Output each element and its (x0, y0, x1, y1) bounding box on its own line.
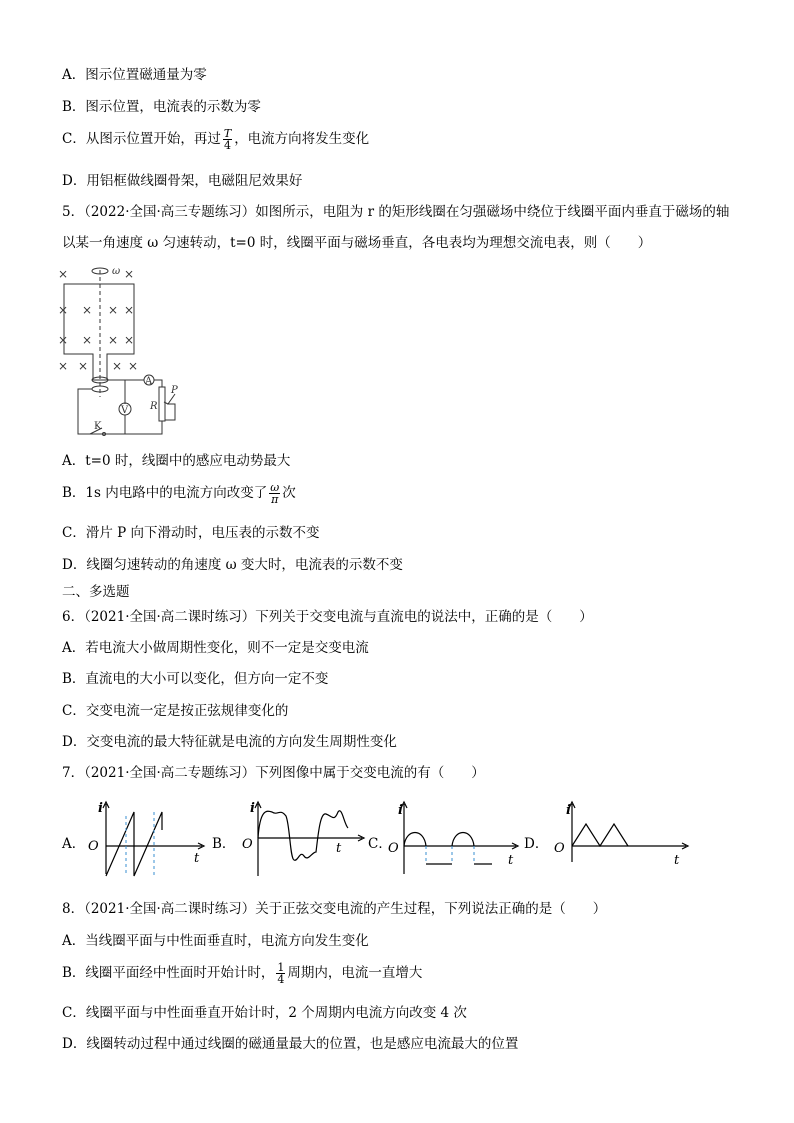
axis-i-label: i (250, 801, 255, 816)
q7-label-a: A． (62, 836, 86, 852)
axis-i-label: i (398, 803, 403, 818)
q5-stem-line2: 以某一角速度 ω 匀速转动，t=0 时，线圈平面与磁场垂直，各电表均为理想交流电表，则（ ） (62, 235, 652, 251)
axis-i-label: i (566, 803, 571, 818)
q7-graph-a (84, 798, 214, 878)
ammeter-label: A (145, 376, 153, 387)
q4-option-c-text-end: ，电流方向将发生变化 (234, 131, 370, 147)
q7-stem: 7．（2021·全国·高二专题练习）下列图像中属于交变电流的有（ ） (62, 765, 485, 781)
q4-option-c-text: C．从图示位置开始，再过 (62, 131, 221, 147)
q5-option-b-text: B．1s 内电路中的电流方向改变了 (62, 485, 268, 501)
q8-option-b-text: B．线圈平面经中性面时开始计时， (62, 965, 275, 981)
section-title: 二、多选题 (62, 584, 130, 600)
q4-option-b: B．图示位置，电流表的示数为零 (62, 99, 261, 115)
q8-option-b (62, 962, 422, 985)
q6-option-b: B．直流电的大小可以变化，但方向一定不变 (62, 671, 329, 687)
q5-option-c: C．滑片 P 向下滑动时，电压表的示数不变 (62, 525, 320, 541)
q4-option-c (62, 128, 369, 151)
q4-option-c-fraction: $\frac{T}{4}$ (223, 127, 232, 152)
q6-option-a: A．若电流大小做周期性变化，则不一定是交变电流 (62, 640, 369, 656)
origin-label: O (88, 839, 99, 854)
q5-option-d: D．线圈匀速转动的角速度 ω 变大时，电流表的示数不变 (62, 557, 403, 573)
omega-label: ω (112, 266, 121, 277)
q4-option-d: D．用铝框做线圈骨架，电磁阻尼效果好 (62, 173, 303, 189)
q8-option-d: D．线圈转动过程中通过线圈的磁通量最大的位置，也是感应电流最大的位置 (62, 1036, 519, 1052)
field-mark: × (81, 303, 93, 317)
axis-t-label: t (336, 841, 342, 856)
field-mark: × (57, 303, 69, 317)
q7-label-c: C． (368, 836, 392, 852)
q8-option-c: C．线圈平面与中性面垂直开始计时，2 个周期内电流方向改变 4 次 (62, 1005, 467, 1021)
q8-stem: 8．（2021·全国·高二课时练习）关于正弦交变电流的产生过程，下列说法正确的是（ ） (62, 901, 607, 917)
q5-circuit-figure (50, 262, 200, 442)
origin-label: O (554, 841, 565, 856)
field-mark: × (123, 303, 135, 317)
q8-option-b-text-end: 周期内，电流一直增大 (287, 965, 423, 981)
q7-label-d: D． (524, 836, 549, 852)
q7-graph-b (230, 800, 370, 880)
axis-t-label: t (508, 853, 514, 868)
q7-graph-c (388, 798, 528, 878)
field-mark: × (57, 333, 69, 347)
field-mark: × (107, 303, 119, 317)
origin-label: O (242, 837, 253, 852)
q7-graph-d (544, 798, 694, 868)
q8-option-a: A．当线圈平面与中性面垂直时，电流方向发生变化 (62, 933, 369, 949)
field-mark: × (127, 359, 139, 373)
voltmeter-label: V (121, 405, 129, 416)
slider-label: P (171, 385, 178, 396)
field-mark: × (77, 359, 89, 373)
axis-t-label: t (194, 851, 200, 866)
q5-option-b-text-end: 次 (282, 485, 296, 501)
q5-option-b (62, 482, 296, 505)
q6-option-d: D．交变电流的最大特征就是电流的方向发生周期性变化 (62, 734, 397, 750)
q6-stem: 6．（2021·全国·高二课时练习）下列关于交变电流与直流电的说法中，正确的是（ ） (62, 609, 593, 625)
switch-label: K (94, 421, 102, 432)
field-mark: × (81, 333, 93, 347)
field-mark: × (123, 333, 135, 347)
origin-label: O (388, 841, 399, 856)
field-mark: × (57, 267, 69, 281)
q5-option-b-fraction: $\frac{\omega}{\pi}$ (270, 481, 280, 506)
field-mark: × (111, 359, 123, 373)
resistor-label: R (150, 401, 158, 412)
field-mark: × (107, 333, 119, 347)
q8-option-b-fraction: $\frac{1}{4}$ (277, 961, 285, 986)
axis-t-label: t (674, 853, 680, 868)
axis-i-label: i (98, 801, 103, 816)
q6-option-c: C．交变电流一定是按正弦规律变化的 (62, 703, 289, 719)
q7-label-b: B． (212, 836, 236, 852)
field-mark: × (123, 267, 135, 281)
field-mark: × (57, 359, 69, 373)
q5-stem-line1: 5．（2022·全国·高三专题练习）如图所示，电阻为 r 的矩形线圈在匀强磁场中绕位于线圈平面内垂直于磁场的轴 (62, 204, 730, 220)
q4-option-a: A．图示位置磁通量为零 (62, 67, 207, 83)
q5-option-a: A．t=0 时，线圈中的感应电动势最大 (62, 453, 291, 469)
